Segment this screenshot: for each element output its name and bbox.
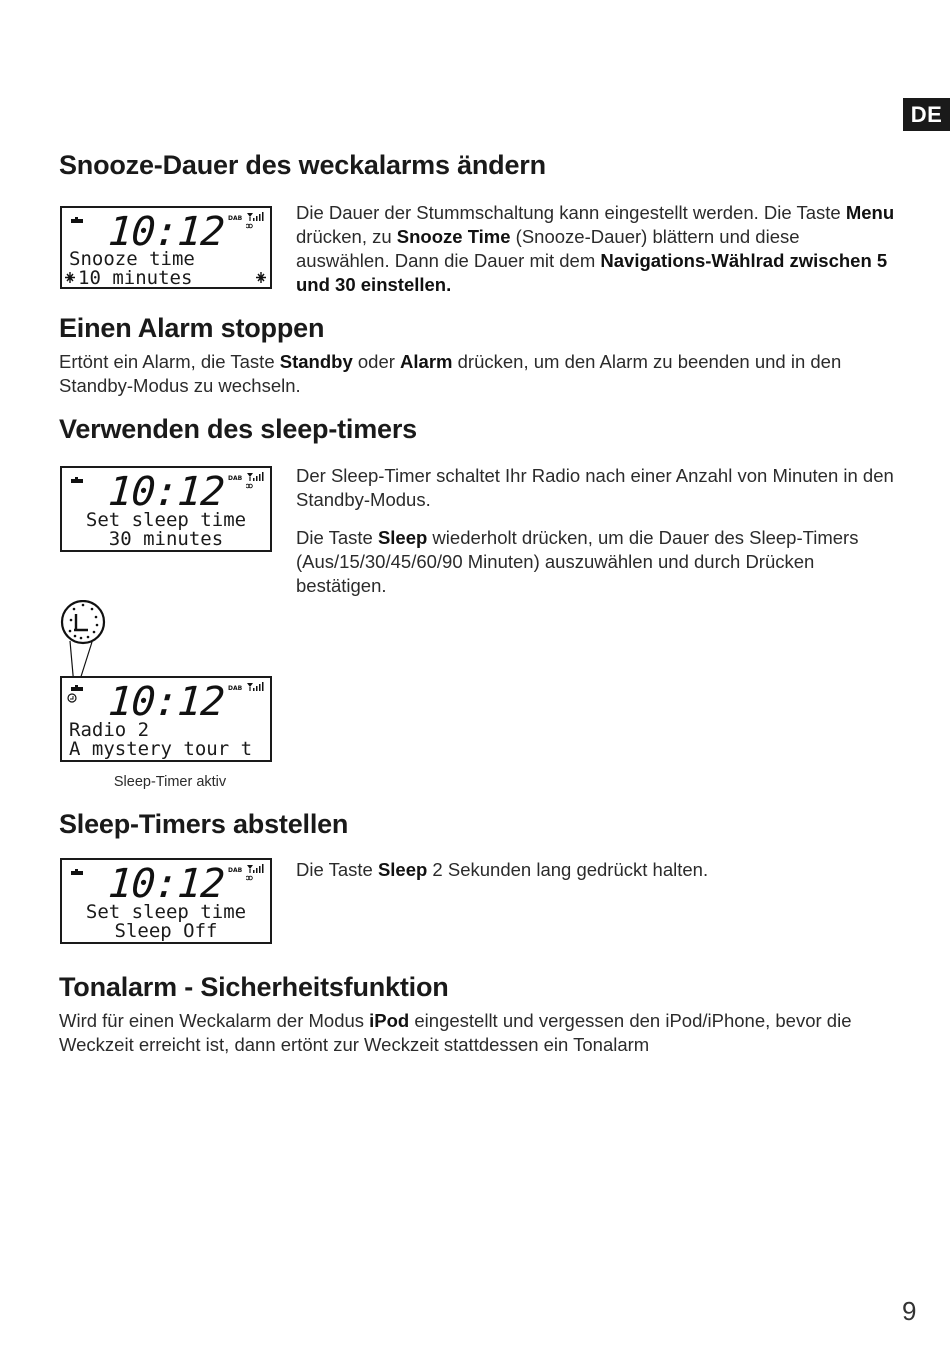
lcd-display-sleep-set [60, 466, 272, 552]
lcd-line-1: Set sleep time [85, 509, 247, 531]
sleep-timer-paragraph-1: Der Sleep-Timer schaltet Ihr Radio nach einer Anzahl von Minuten in den Standby-Modus. [296, 465, 894, 510]
signal-strength-icon [246, 864, 264, 882]
lcd-clock: 10:12 [106, 209, 226, 255]
snooze-heading: Snooze-Dauer des weckalarms ändern [59, 150, 546, 180]
sleep-timer-paragraph-2: Die Taste Sleep wiederholt drücken, um die Dauer des Sleep-Timers (Aus/15/30/45/60/90 Minuten) auszuwählen und durch Drücken bestätigen. [296, 527, 859, 596]
stop-alarm-heading: Einen Alarm stoppen [59, 313, 325, 343]
scroll-left-icon [64, 272, 76, 283]
lcd-line-2: 30 minutes [108, 528, 224, 550]
lcd-clock: 10:12 [106, 469, 226, 515]
svg-text:DAB: DAB [228, 215, 243, 221]
lcd-display-sleep-active [60, 676, 272, 762]
tone-alarm-heading: Tonalarm - Sicherheitsfunktion [59, 972, 449, 1002]
sleep-timer-caption: Sleep-Timer aktiv [113, 774, 227, 790]
stop-alarm-paragraph: Ertönt ein Alarm, die Taste Standby oder Alarm drücken, um den Alarm zu beenden und in den Standby-Modus zu wechseln. [59, 351, 842, 396]
lcd-line-2: 10 minutes [78, 267, 193, 289]
snooze-paragraph: Die Dauer der Stummschaltung kann eingestellt werden. Die Taste Menu drücken, zu Snooze Time (Snooze-Dauer) blättern und diese auswählen. Dann die Dauer mit dem Navigations-Wählrad zwischen 5 und 30 einstellen. [296, 202, 895, 295]
dab-label-icon [228, 474, 246, 481]
sleep-off-heading: Sleep-Timers abstellen [59, 809, 349, 839]
lcd-line-2: A mystery tour t [69, 738, 253, 760]
sleep-timer-heading: Verwenden des sleep-timers [59, 414, 417, 444]
dab-label-icon [228, 684, 246, 691]
lcd-line-2: Sleep Off [114, 920, 218, 942]
lcd-line-1: Snooze time [69, 248, 195, 270]
dab-label-icon [228, 866, 246, 873]
lcd-display-sleep-off [60, 858, 272, 944]
lcd-line-1: Radio 2 [69, 719, 150, 741]
signal-strength-icon [246, 212, 264, 230]
signal-strength-icon [246, 472, 264, 490]
language-tab: DE [903, 98, 950, 131]
svg-text:DAB: DAB [228, 685, 243, 691]
sleep-clock-magnified-icon [62, 601, 104, 643]
signal-strength-icon [246, 682, 264, 692]
dab-label-icon [228, 214, 246, 221]
lcd-line-1: Set sleep time [85, 901, 247, 923]
svg-text:DAB: DAB [228, 475, 243, 481]
page-number: 9 [902, 1296, 917, 1326]
sleep-off-paragraph: Die Taste Sleep 2 Sekunden lang gedrückt halten. [296, 859, 709, 880]
lcd-display-snooze [60, 206, 272, 289]
tone-alarm-paragraph: Wird für einen Weckalarm der Modus iPod eingestellt und vergessen den iPod/iPhone, bevor die Weckzeit erreicht ist, dann ertönt zur Weckzeit stattdessen ein Tonalarm [59, 1010, 852, 1055]
lcd-clock: 10:12 [106, 861, 226, 907]
scroll-right-icon [255, 272, 267, 283]
lcd-clock: 10:12 [106, 679, 226, 725]
svg-text:DAB: DAB [228, 867, 243, 873]
